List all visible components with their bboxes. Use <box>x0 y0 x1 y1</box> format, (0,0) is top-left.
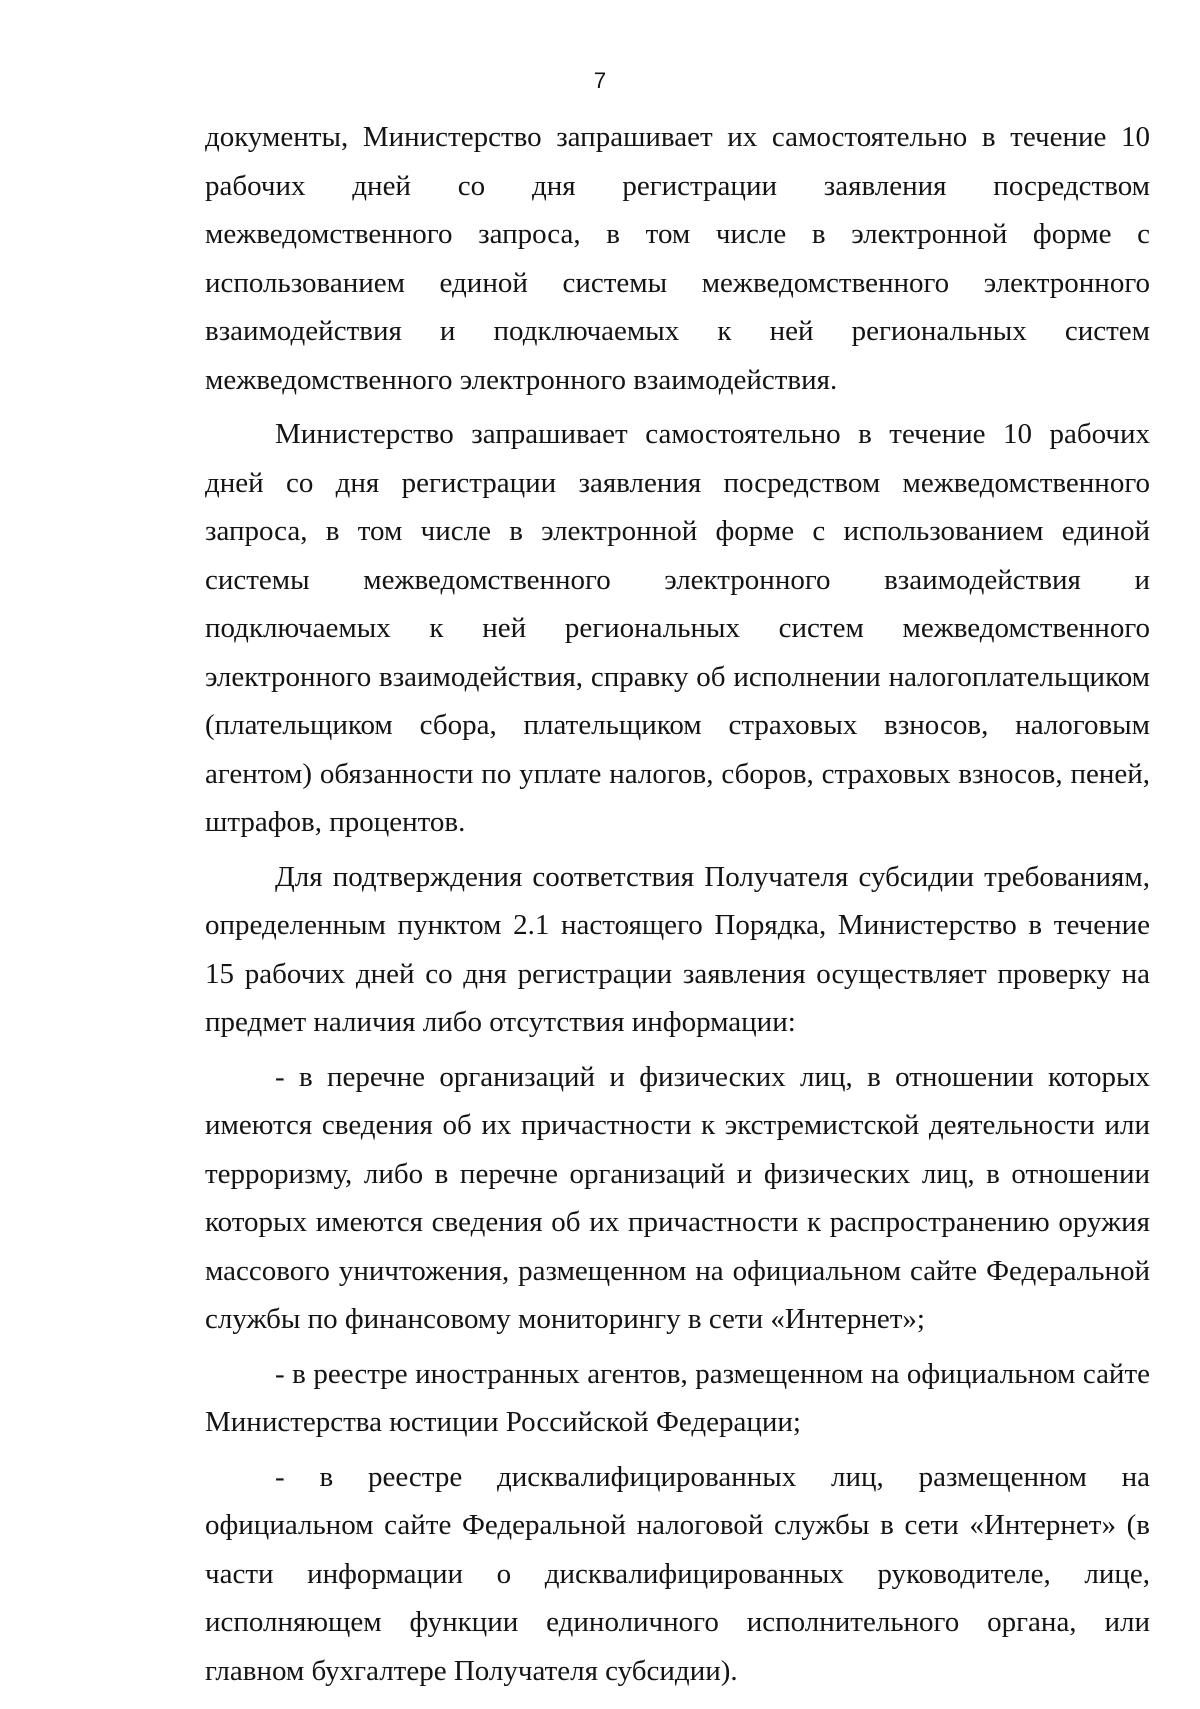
page-number: 7 <box>593 68 607 93</box>
paragraph-continuation: документы, Министерство запрашивает их самостоятельно в течение 10 рабочих дней со дня регистрации заявления посредством межведомственного запроса, в том числе в электронной форме с использованием единой системы межведомственного электронного взаимодействия и подключаемых к ней региональных систем межведомственного электронного взаимодействия. <box>205 121 1150 396</box>
paragraph-tax-certificate: Министерство запрашивает самостоятельно в течение 10 рабочих дней со дня регистрации заявления посредством межведомственного запроса, в том числе в электронной форме с использованием единой системы межведомственного электронного взаимодействия и подключаемых к ней региональных систем межведомственного электронного взаимодействия, справку об исполнении налогоплательщиком (плательщиком сбора, плательщиком страховых взносов, налоговым агентом) обязанности по уплате налогов, сборов, страховых взносов, пеней, штрафов, процентов. <box>205 418 1150 838</box>
list-item-foreign-agents: - в реестре иностранных агентов, размещенном на официальном сайте Министерства юстиции Российской Федерации; <box>205 1357 1150 1438</box>
body-text <box>205 113 1150 1701</box>
list-item-disqualified-persons: - в реестре дисквалифицированных лиц, размещенном на официальном сайте Федеральной налоговой службы в сети «Интернет» (в части информации о дисквалифицированных руководителе, лице, исполняющем функции единоличного исполнительного органа, или главном бухгалтере Получателя субсидии). <box>205 1460 1150 1687</box>
paragraph-verification: Для подтверждения соответствия Получателя субсидии требованиям, определенным пунктом 2.1 настоящего Порядка, Министерство в течение 15 рабочих дней со дня регистрации заявления осуществляет проверку на предмет наличия либо отсутствия информации: <box>205 860 1150 1038</box>
list-item-extremism-list: - в перечне организаций и физических лиц, в отношении которых имеются сведения об их причастности к экстремистской деятельности или терроризму, либо в перечне организаций и физических лиц, в отношении которых имеются сведения об их причастности к распространению оружия массового уничтожения, размещенном на официальном сайте Федеральной службы по финансовому мониторингу в сети «Интернет»; <box>205 1060 1150 1335</box>
